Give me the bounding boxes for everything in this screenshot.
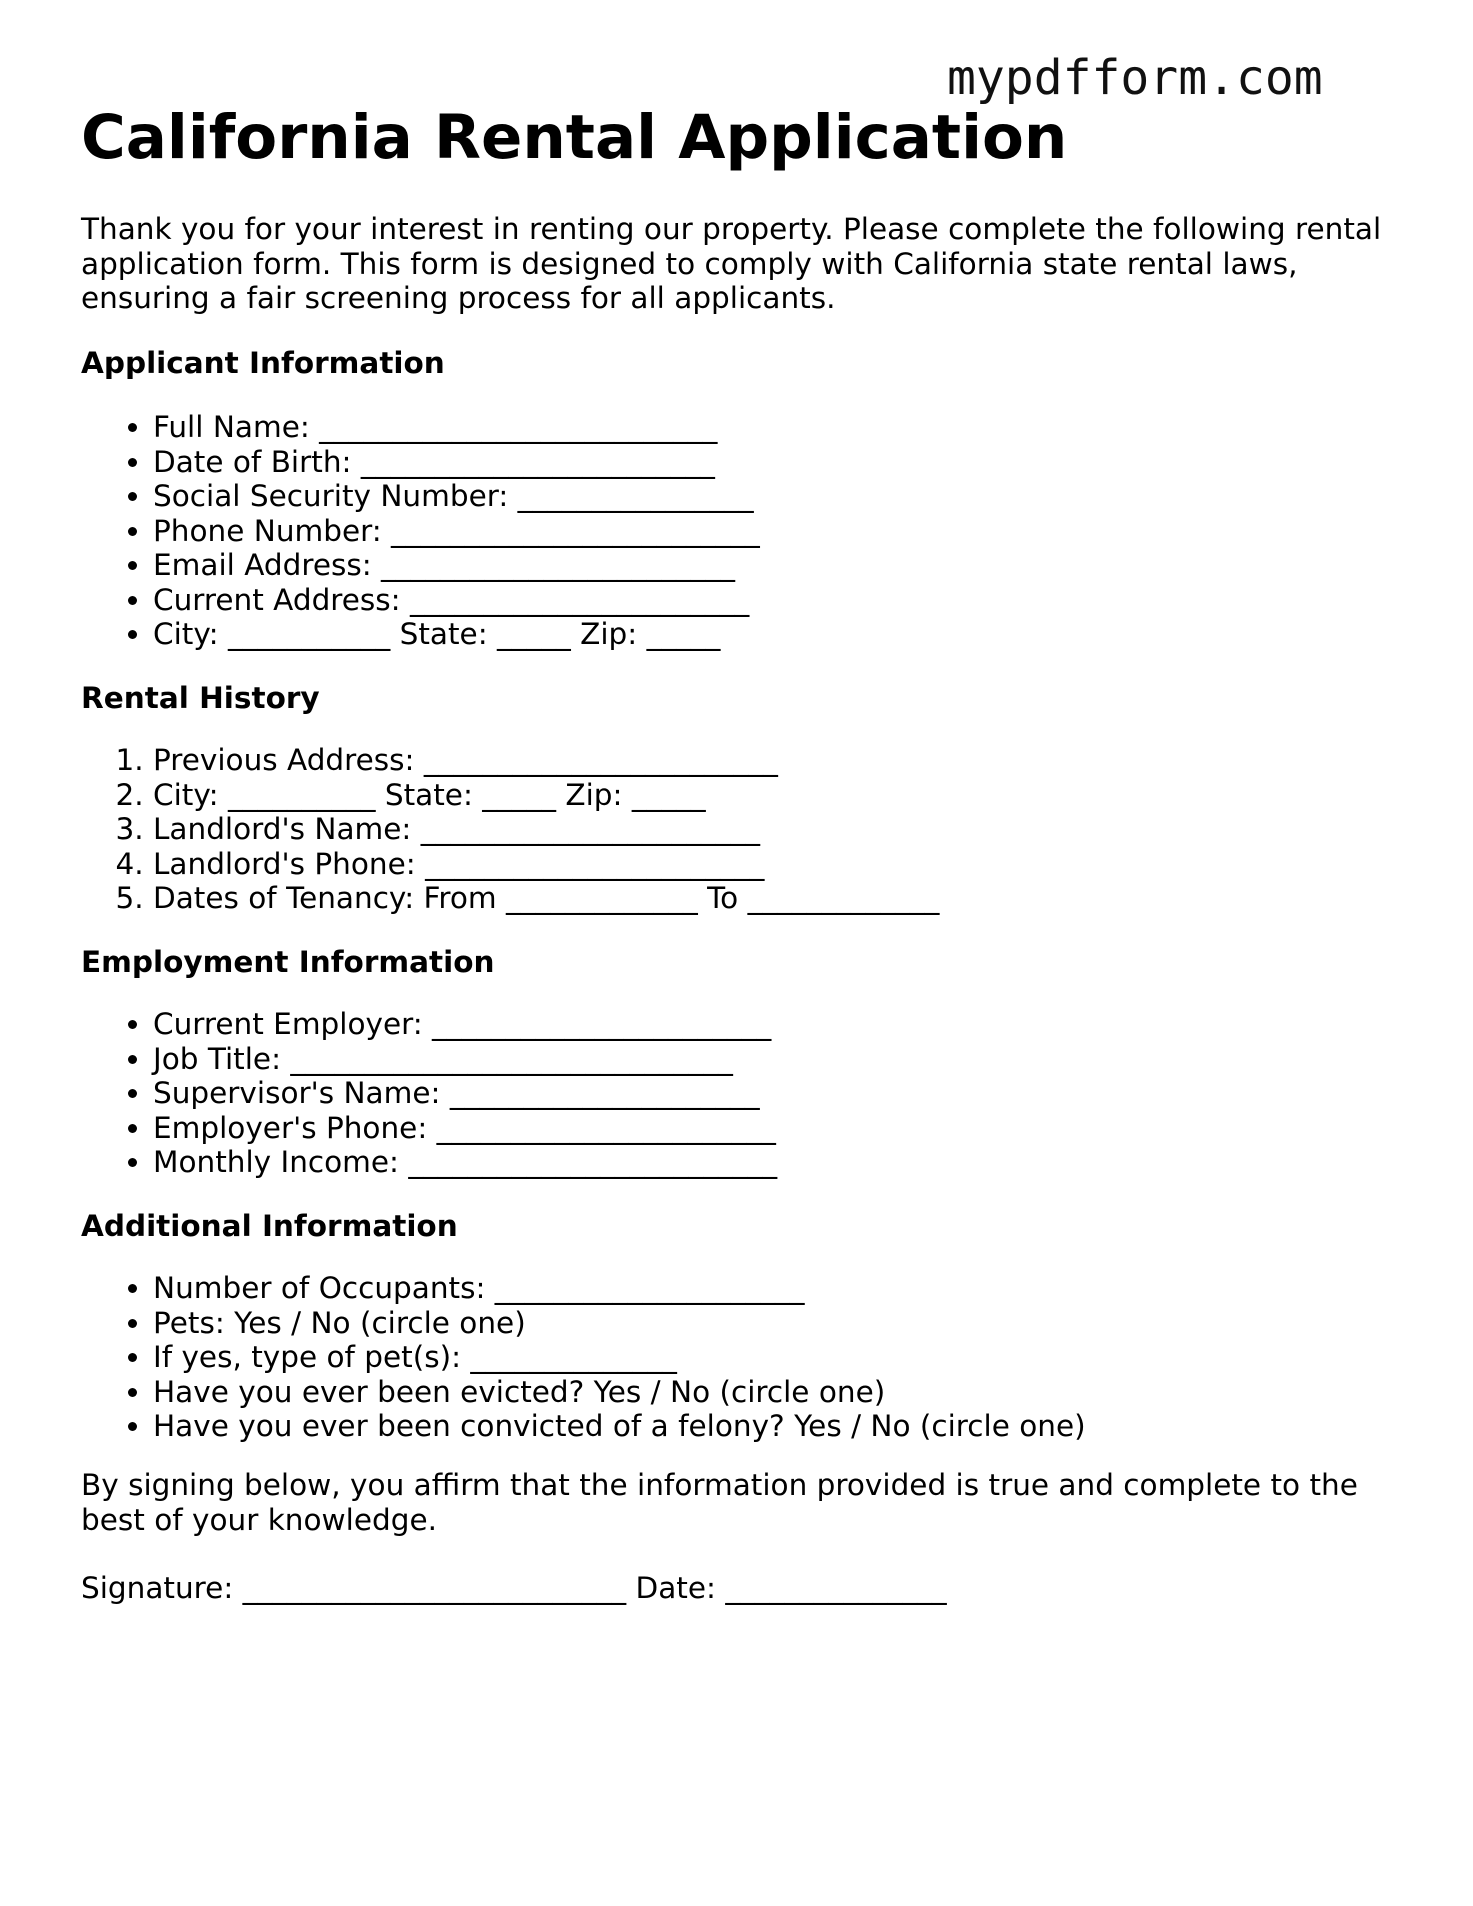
list-item-current-address: • Current Address: _______________________: [153, 583, 760, 618]
rental-history-list: [81, 743, 939, 916]
list-item-dates-of-tenancy: 5. Dates of Tenancy: From _____________ To _____________: [153, 881, 939, 916]
list-item-supervisor-name: • Supervisor's Name: _____________________: [153, 1076, 777, 1111]
list-item-phone: • Phone Number: _________________________: [153, 514, 760, 549]
list-item-prev-city-state-zip: 2. City: __________ State: _____ Zip: _____: [153, 778, 939, 813]
list-item-current-employer: • Current Employer: _______________________: [153, 1007, 777, 1042]
list-item-monthly-income: • Monthly Income: _________________________: [153, 1145, 777, 1180]
additional-info-list: [81, 1271, 1086, 1444]
affirmation-paragraph: By signing below, you affirm that the information provided is true and complete to the best of your knowledge.: [81, 1468, 1358, 1537]
section-heading-employment: Employment Information: [81, 945, 495, 979]
list-item-email: • Email Address: ________________________: [153, 548, 760, 583]
applicant-info-list: [81, 410, 760, 652]
list-item-felony: • Have you ever been convicted of a felony? Yes / No (circle one): [153, 1409, 1086, 1444]
section-heading-rental-history: Rental History: [81, 681, 320, 715]
list-item-date-of-birth: • Date of Birth: ________________________: [153, 445, 760, 480]
signature-date-line: Signature: __________________________ Date: _______________: [81, 1571, 947, 1605]
list-item-employer-phone: • Employer's Phone: _______________________: [153, 1111, 777, 1146]
list-item-occupants: • Number of Occupants: _____________________: [153, 1271, 1086, 1306]
watermark: mypdfform.com: [947, 50, 1323, 106]
list-item-ssn: • Social Security Number: ________________: [153, 479, 760, 514]
list-item-landlord-name: 3. Landlord's Name: _______________________: [153, 812, 939, 847]
section-heading-additional: Additional Information: [81, 1209, 458, 1243]
section-heading-applicant: Applicant Information: [81, 346, 445, 380]
list-item-city-state-zip: • City: ___________ State: _____ Zip: _____: [153, 617, 760, 652]
intro-paragraph: Thank you for your interest in renting our property. Please complete the following rental application form. This form is designed to comply with California state rental laws, ensuring a fair screening process for all applicants.: [81, 212, 1382, 315]
employment-info-list: [81, 1007, 777, 1180]
list-item-landlord-phone: 4. Landlord's Phone: _______________________: [153, 847, 939, 882]
list-item-previous-address: 1. Previous Address: ________________________: [153, 743, 939, 778]
list-item-pets: • Pets: Yes / No (circle one): [153, 1306, 1086, 1341]
list-item-full-name: • Full Name: ___________________________: [153, 410, 760, 445]
list-item-pet-type: • If yes, type of pet(s): ______________: [153, 1340, 1086, 1375]
page-title: California Rental Application: [81, 102, 1068, 173]
list-item-evicted: • Have you ever been evicted? Yes / No (circle one): [153, 1375, 1086, 1410]
list-item-job-title: • Job Title: ______________________________: [153, 1042, 777, 1077]
